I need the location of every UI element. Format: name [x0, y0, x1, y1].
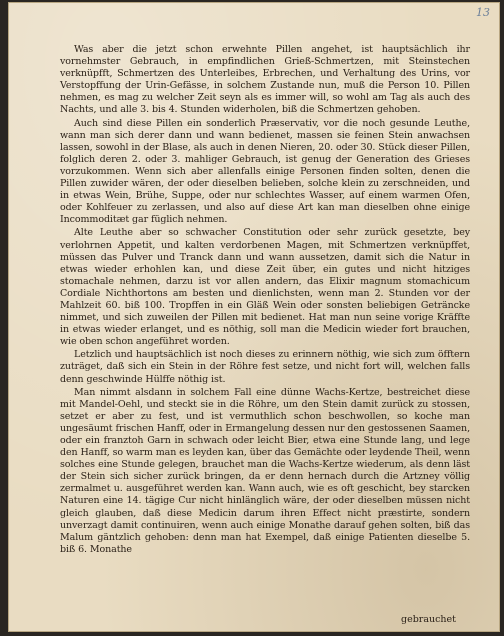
catchword: gebrauchet: [401, 614, 456, 625]
paragraph: Man nimmt alsdann in solchem Fall eine dünne Wachs-Kertze, bestreichet diese mit Mandel-Oehl, und steckt sie in die Röhre, um den Stein damit zurück zu stossen, setzet er aber zu fest, und ist vermuthlich schon beschwollen, so koche man ungesäumt frischen Hanff, oder in Ermangelung dessen nur den gestossenen Saamen, oder ein franztoh Garn in schwach oder leicht Bier, etwa eine Stunde lang, und lege den Hanff, so warm man es leyden kan, über das Gemächte oder leydende Theil, wenn solches eine Stunde gelegen, brauchet man die Wachs-Kertze wiederum, als denn läst der Stein sich sicher zurück bringen, da er denn hernach durch die Artzney völlig zermalmet u. ausgeführet werden kan. Wann auch, wie es oft geschicht, bey starcken Naturen eine 14. tägige Cur nicht hinlänglich wäre, der oder dieselben müssen nicht gleich glauben, daß diese Medicin darum ihren Effect nicht præstirte, sondern unverzagt damit continuiren, wenn auch einige Monathe darauf gehen solten, biß das Malum gäntzlich gehoben: denn man hat Exempel, daß einige Patienten dieselbe 5. biß 6. Monathe: [60, 386, 470, 555]
document-page: [8, 2, 500, 632]
paragraph: Was aber die jetzt schon erwehnte Pillen angehet, ist hauptsächlich ihr vornehmster Gebrauch, in empfindlichen Grieß-Schmertzen, mit Steinstechen verknüpfft, Schmertzen des Unterleibes, Erbrechen, und Verhaltung des Urins, vor Verstopffung der Urin-Gefässe, in solchem Zustande nun, muß die Person 10. Pillen nehmen, es mag zu welcher Zeit seyn als es immer will, so wohl am Tag als auch des Nachts, und alle 3. bis 4. Stunden widerholen, biß die Schmertzen gehoben.: [60, 44, 470, 116]
paragraph: Auch sind diese Pillen ein sonderlich Præservativ, vor die noch gesunde Leuthe, wann man sich derer dann und wann bedienet, massen sie feinen Stein anwachsen lassen, sowohl in der Blase, als auch in denen Nieren, 20. oder 30. Stück dieser Pillen, folglich deren 2. oder 3. mahliger Gebrauch, ist genug der Generation des Grieses vorzukommen. Wenn sich aber allenfalls einige Personen finden solten, denen die Pillen zuwider wären, der oder dieselben belieben, solche klein zu zerschneiden, und in etwas Wein, Brühe, Suppe, oder nur schlechtes Wasser, auf einem warmen Ofen, oder Kohlfeuer zu zerlassen, und also auf diese Art kan man dieselben ohne einige Incommoditæt gar füglich nehmen.: [60, 117, 470, 226]
paragraph: Alte Leuthe aber so schwacher Constitution oder sehr zurück gesetzte, bey verlohrnen Appetit, und kalten verdorbenen Magen, mit Schmertzen verknüpffet, müssen das Pulver und Tranck dann und wann aussetzen, damit sich die Natur in etwas wieder erhohlen kan, und diese Zeit über, ein gutes und nicht hitziges stomachale nehmen, darzu ist vor allen andern, das Elixir magnum stomachicum Cordiale Nichthortons am besten und dienlichsten, wenn man 2. Stunden vor der Mahlzeit 60. biß 100. Tropffen in ein Gläß Wein oder sonsten beliebigen Geträncke nimmet, und sich zuweilen der Pillen mit bedienet. Hat man nun seine vorige Kräffte in etwas wieder erlanget, und es nöthig, soll man die Medicin wieder fort brauchen, wie oben schon angeführet worden.: [60, 227, 470, 348]
page-number: 13: [476, 6, 490, 19]
paragraph: Letzlich und hauptsächlich ist noch dieses zu erinnern nöthig, wie sich zum öfftern zuträget, daß sich ein Stein in der Röhre fest setze, und nicht fort will, welchen falls denn geschwinde Hülffe nöthig ist.: [60, 349, 470, 385]
body-text: [60, 44, 470, 556]
